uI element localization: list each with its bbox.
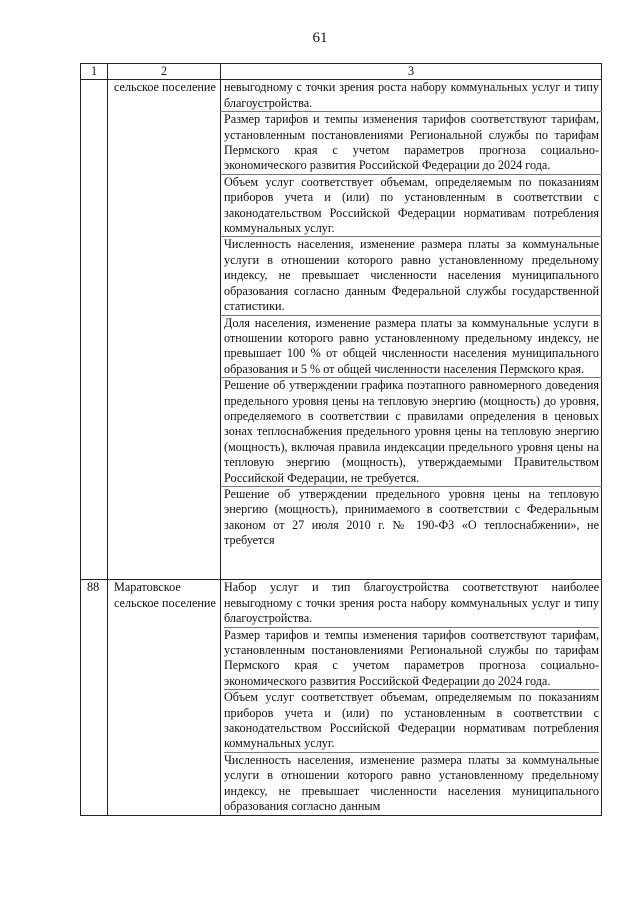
- tariff-table: [80, 63, 602, 816]
- conditions-cell: [221, 80, 602, 580]
- condition-paragraph: Объем услуг соответствует объемам, определяемым по показаниям приборов учета и (или) по установленным в соответствии с законодательством Российской Федерации нормативам потребления коммунальных услуг.: [224, 690, 599, 751]
- condition-paragraph: Численность населения, изменение размера платы за коммунальные услуги в отношении которого равно установленному предельному индексу, не превышает численности населения муниципального образования согласно данным: [224, 752, 599, 814]
- settlement-name: Маратовское сельское поселение: [108, 580, 221, 816]
- conditions-cell: [221, 580, 602, 816]
- row-number: [81, 80, 108, 580]
- condition-paragraph: невыгодному с точки зрения роста набору коммунальных услуг и типу благоустройства.: [224, 80, 599, 110]
- condition-paragraph: Размер тарифов и темпы изменения тарифов соответствуют тарифам, установленным постановлениями Региональной службы по тарифам Пермского края с учетом параметров прогноза социально-экономического развития Российской Федерации до 2024 года.: [224, 627, 599, 688]
- page-number: 61: [312, 30, 328, 46]
- table-header-row: [81, 64, 602, 80]
- condition-paragraph: Численность населения, изменение размера платы за коммунальные услуги в отношении которого равно установленному предельному индексу, не превышает численности населения муниципального образования согласно данным Федеральной службы государственной статистики.: [224, 237, 599, 314]
- condition-paragraph: Размер тарифов и темпы изменения тарифов соответствуют тарифам, установленным постановлениями Региональной службы по тарифам Пермского края с учетом параметров прогноза социально-экономического развития Российской Федерации до 2024 года.: [224, 112, 599, 173]
- header-col-1: 1: [81, 64, 108, 80]
- condition-paragraph: Объем услуг соответствует объемам, определяемым по показаниям приборов учета и (или) по установленным в соответствии с законодательством Российской Федерации нормативам потребления коммунальных услуг.: [224, 174, 599, 236]
- header-col-3: 3: [221, 64, 602, 80]
- condition-paragraph: Набор услуг и тип благоустройства соответствуют наиболее невыгодному с точки зрения роста набору коммунальных услуг и типу благоустройства.: [224, 580, 599, 626]
- table-row: [81, 580, 602, 816]
- header-col-2: 2: [108, 64, 221, 80]
- condition-paragraph: Доля населения, изменение размера платы за коммунальные услуги в отношении которого равно установленному предельному индексу, не превышает 100 % от общей численности населения муниципального образования и 5 % от общей численности населения Пермского края.: [224, 315, 599, 376]
- condition-paragraph: Решение об утверждении предельного уровня цены на тепловую энергию (мощность), принимаемого в соответствии с Федеральным законом от 27 июля 2010 г. № 190-ФЗ «О теплоснабжении», не требуется: [224, 486, 599, 548]
- row-number: 88: [81, 580, 108, 816]
- settlement-name: сельское поселение: [108, 80, 221, 580]
- table-row: [81, 80, 602, 580]
- condition-paragraph: Решение об утверждении графика поэтапного равномерного доведения предельного уровня цены на тепловую энергию (мощность) до уровня, определяемого в соответствии с правилами определения в ценовых зонах теплоснабжения предельного уровня цены на тепловую энергию (мощность), включая правила индексации предельного уровня цены на тепловую энергию (мощность), утверждаемыми Правительством Российской Федерации, не требуется.: [224, 378, 599, 485]
